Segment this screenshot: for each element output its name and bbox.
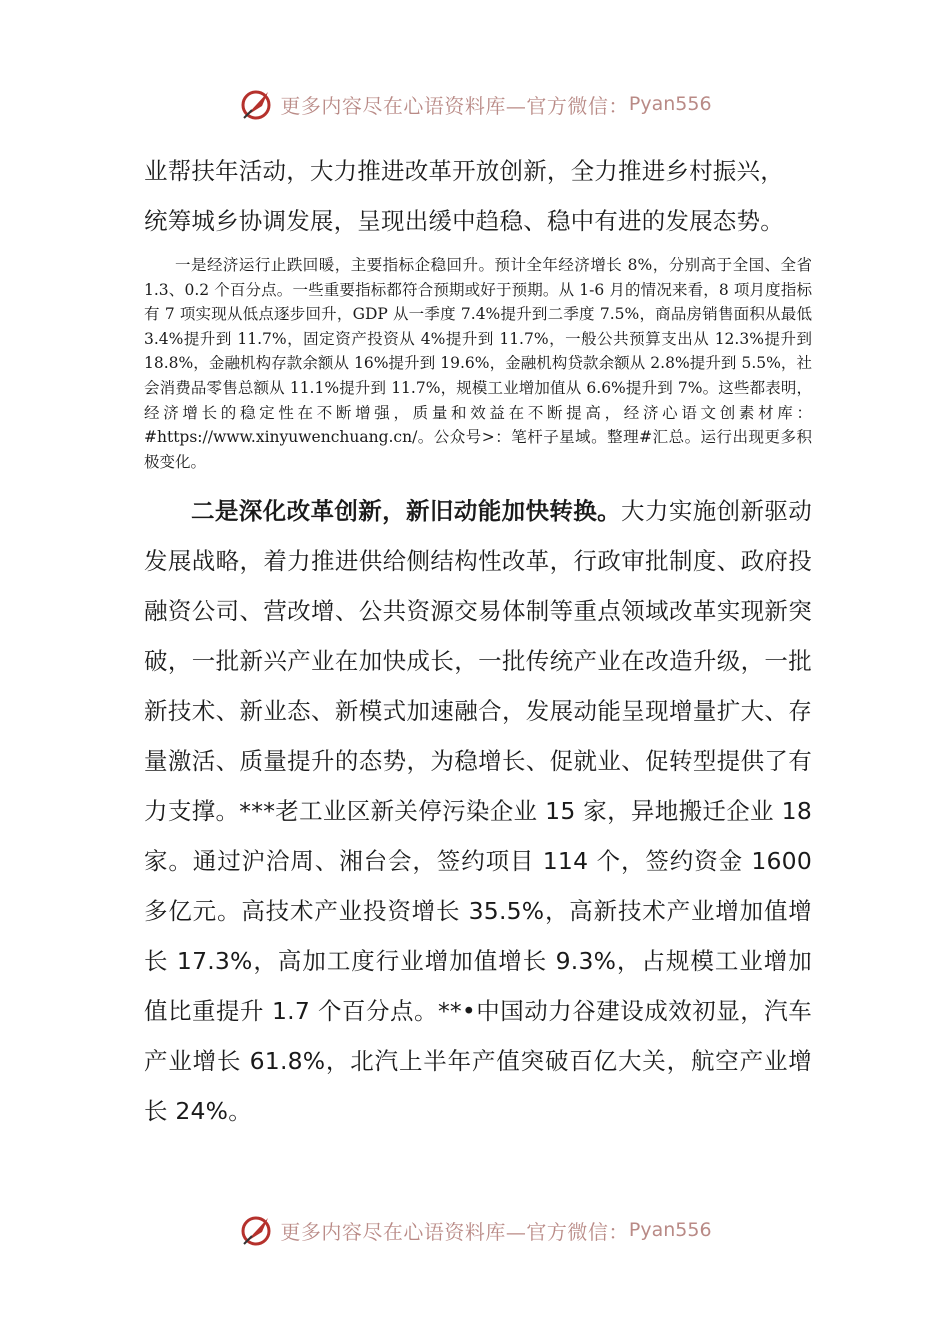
section-2 <box>144 486 812 1136</box>
intro-line-1: 业帮扶年活动，大力推进改革开放创新，全力推进乡村振兴， <box>144 157 784 185</box>
quill-logo-icon <box>238 86 274 122</box>
intro-line-2: 统筹城乡协调发展，呈现出缓中趋稳、稳中有进的发展态势。 <box>144 207 784 235</box>
watermark-wechat-id: Pyan556 <box>628 1219 712 1241</box>
watermark-wechat-id: Pyan556 <box>628 93 712 115</box>
watermark-text: 更多内容尽在心语资料库—官方微信： <box>280 93 629 118</box>
section-1-paragraph: 一是经济运行止跌回暖，主要指标企稳回升。预计全年经济增长 8%，分别高于全国、全省 1.3、0.2 个百分点。一些重要指标都符合预期或好于预期。从 1-6 月的情况来看，8 项月度指标有 7 项实现从低点逐步回升，GDP 从一季度 7.4%提升到二季度 7.5%，商品房销售面积从最低 3.4%提升到 11.7%，固定资产投资从 4%提升到 11.7%，一般公共预算支出从 12.3%提升到 18.8%，金融机构存款余额从 16%提升到 19.6%，金融机构贷款余额从 2.8%提升到 5.5%，社会消费品零售总额从 11.1%提升到 11.7%，规模工业增加值从 6.6%提升到 7%。这些都表明，经济增长的稳定性在不断增强，质量和效益在不断提高，经济心语文创素材库：#https://www.xinyuwenchuang.cn/。公众号>：笔杆子星域。整理#汇总。运行出现更多积极变化。 <box>144 256 812 471</box>
section-2-body: 大力实施创新驱动发展战略，着力推进供给侧结构性改革，行政审批制度、政府投融资公司、营改增、公共资源交易体制等重点领域改革实现新突破，一批新兴产业在加快成长，一批传统产业在改造升级，一批新技术、新业态、新模式加速融合，发展动能呈现增量扩大、存量激活、质量提升的态势，为稳增长、促就业、促转型提供了有力支撑。***老工业区新关停污染企业 15 家，异地搬迁企业 18 家。通过沪洽周、湘台会，签约项目 114 个，签约资金 1600 多亿元。高技术产业投资增长 35.5%，高新技术产业增加值增长 17.3%，高加工度行业增加值增长 9.3%，占规模工业增加值比重提升 1.7 个百分点。**•中国动力谷建设成效初显，汽车产业增长 61.8%，北汽上半年产值突破百亿大关，航空产业增长 24%。 <box>144 497 812 1125</box>
quill-logo-icon <box>238 1212 274 1248</box>
section-1 <box>144 253 812 474</box>
section-2-heading: 二是深化改革创新，新旧动能加快转换。 <box>191 497 622 525</box>
header-watermark <box>0 82 950 126</box>
watermark-text: 更多内容尽在心语资料库—官方微信： <box>280 1219 629 1244</box>
section-2-paragraph <box>144 486 812 1136</box>
intro-paragraph <box>144 146 812 246</box>
footer-watermark <box>0 1208 950 1252</box>
